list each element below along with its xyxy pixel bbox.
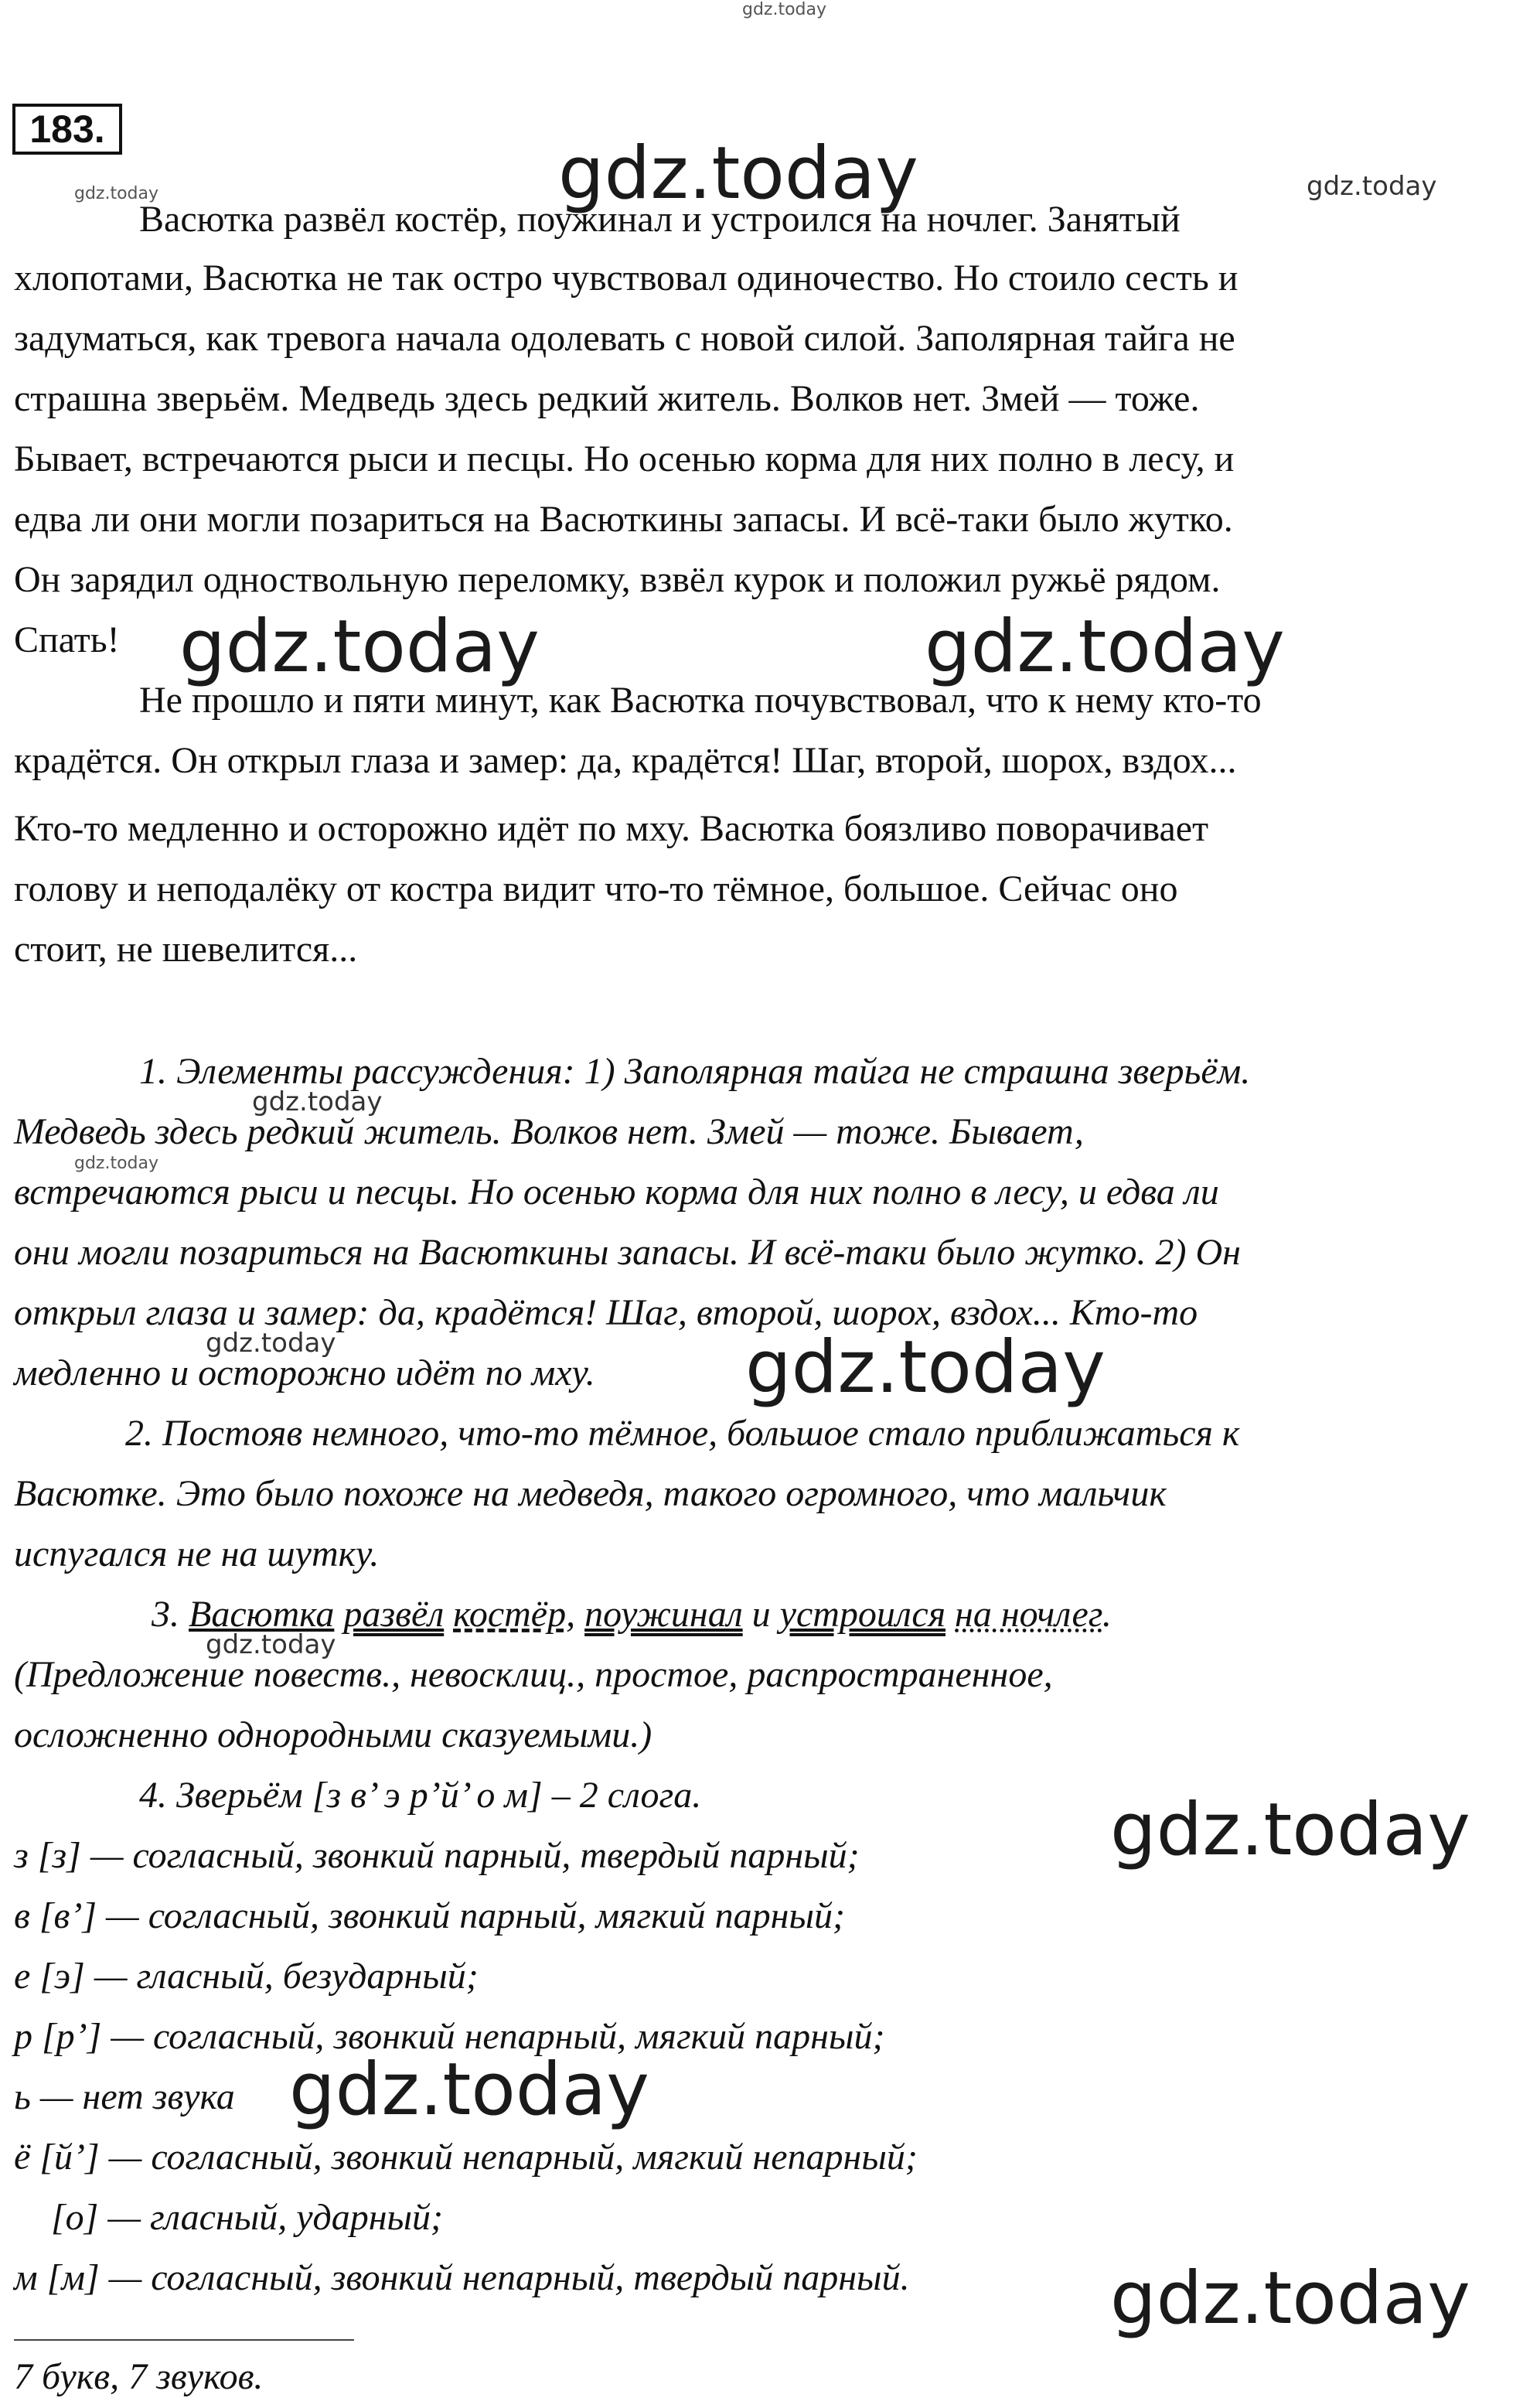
- watermark: gdz.today: [1110, 2256, 1470, 2341]
- text-line: крадётся. Он открыл глаза и замер: да, крадётся! Шаг, второй, шорох, вздох...: [14, 740, 1237, 781]
- watermark: gdz.today: [745, 1325, 1106, 1410]
- phonetic-line: в [в’] — согласный, звонкий парный, мягкий парный;: [14, 1895, 845, 1936]
- answer-line: встречаются рыси и песцы. Но осенью корма для них полно в лесу, и едва ли: [14, 1172, 1219, 1213]
- answer-line: открыл глаза и замер: да, крадётся! Шаг, второй, шорох, вздох... Кто-то: [14, 1292, 1198, 1333]
- text-line: задуматься, как тревога начала одолевать с новой силой. Заполярная тайга не: [14, 318, 1235, 359]
- watermark: gdz.today: [179, 605, 540, 689]
- subject: Васютка: [189, 1594, 335, 1635]
- watermark: gdz.today: [252, 1086, 383, 1117]
- answer-line: Васютке. Это было похоже на медведя, такого огромного, что мальчик: [14, 1473, 1167, 1514]
- phonetic-line: ё [й’] — согласный, звонкий непарный, мягкий непарный;: [14, 2137, 918, 2178]
- watermark: gdz.today: [1110, 1788, 1470, 1872]
- period: .: [1102, 1594, 1112, 1635]
- watermark: gdz.today: [74, 184, 159, 203]
- footnote-divider: [14, 2339, 354, 2341]
- answer-line: 1. Элементы рассуждения: 1) Заполярная тайга не страшна зверьём.: [139, 1051, 1251, 1092]
- phonetic-line: ь — нет звука: [14, 2076, 235, 2117]
- predicate: поужинал: [584, 1594, 743, 1635]
- object: костёр,: [453, 1594, 576, 1635]
- text-line: стоит, не шевелится...: [14, 929, 358, 970]
- answer-line: Медведь здесь редкий житель. Волков нет. Змей — тоже. Бывает,: [14, 1111, 1084, 1152]
- phonetic-line: р [р’] — согласный, звонкий непарный, мягкий парный;: [14, 2016, 885, 2057]
- watermark: gdz.today: [74, 1154, 159, 1173]
- text-line: страшна зверьём. Медведь здесь редкий житель. Волков нет. Змей — тоже.: [14, 378, 1200, 419]
- answer-line: они могли позариться на Васюткины запасы. И всё-таки было жутко. 2) Он: [14, 1232, 1241, 1273]
- text-line: Не прошло и пяти минут, как Васютка почувствовал, что к нему кто-то: [139, 680, 1262, 721]
- predicate: развёл: [343, 1594, 445, 1635]
- watermark-top: gdz.today: [742, 0, 827, 19]
- watermark: gdz.today: [206, 1629, 336, 1660]
- task-number: 183.: [12, 104, 122, 155]
- answer-line: 2. Постояв немного, что-то тёмное, большое стало приближаться к: [125, 1413, 1240, 1454]
- phonetic-line: м [м] — согласный, звонкий непарный, твердый парный.: [14, 2257, 910, 2298]
- answer-line: медленно и осторожно идёт по мху.: [14, 1352, 595, 1393]
- footnote: 7 букв, 7 звуков.: [14, 2356, 264, 2397]
- predicate: устроился: [779, 1594, 946, 1635]
- phonetic-line: з [з] — согласный, звонкий парный, твердый парный;: [14, 1835, 860, 1876]
- conjunction: и: [751, 1594, 771, 1635]
- phonetic-line: е [э] — гласный, безударный;: [14, 1956, 479, 1997]
- text-line: хлопотами, Васютка не так остро чувствовал одиночество. Но стоило сесть и: [14, 258, 1238, 298]
- text-line: Кто-то медленно и осторожно идёт по мху. Васютка боязливо поворачивает: [14, 808, 1209, 849]
- text-line: Спать!: [14, 619, 120, 660]
- text-line: Васютка развёл костёр, поужинал и устроился на ночлег. Занятый: [139, 199, 1181, 240]
- watermark: gdz.today: [206, 1328, 336, 1359]
- adverbial: на ночлег: [955, 1594, 1102, 1635]
- text-line: едва ли они могли позариться на Васюткины запасы. И всё-таки было жутко.: [14, 499, 1233, 540]
- phonetic-line: [о] — гласный, ударный;: [51, 2197, 444, 2238]
- parse-line: (Предложение повеств., невосклиц., простое, распространенное,: [14, 1654, 1053, 1695]
- parse-line: осложненно однородными сказуемыми.): [14, 1714, 652, 1755]
- text-line: Он зарядил одноствольную переломку, взвёл курок и положил ружьё рядом.: [14, 559, 1221, 600]
- text-line: голову и неподалёку от костра видит что-то тёмное, большое. Сейчас оно: [14, 868, 1178, 909]
- answer-line: испугался не на шутку.: [14, 1533, 380, 1574]
- text-line: Бывает, встречаются рыси и песцы. Но осенью корма для них полно в лесу, и: [14, 438, 1235, 479]
- watermark: gdz.today: [289, 2048, 649, 2132]
- watermark: gdz.today: [925, 605, 1285, 689]
- sentence-parse: [152, 1596, 1112, 1633]
- watermark: gdz.today: [558, 131, 918, 216]
- phonetic-line: 4. Зверьём [з в’ э р’й’ о м] – 2 слога.: [139, 1775, 702, 1816]
- watermark: gdz.today: [1307, 171, 1437, 202]
- parse-number: 3.: [152, 1594, 179, 1635]
